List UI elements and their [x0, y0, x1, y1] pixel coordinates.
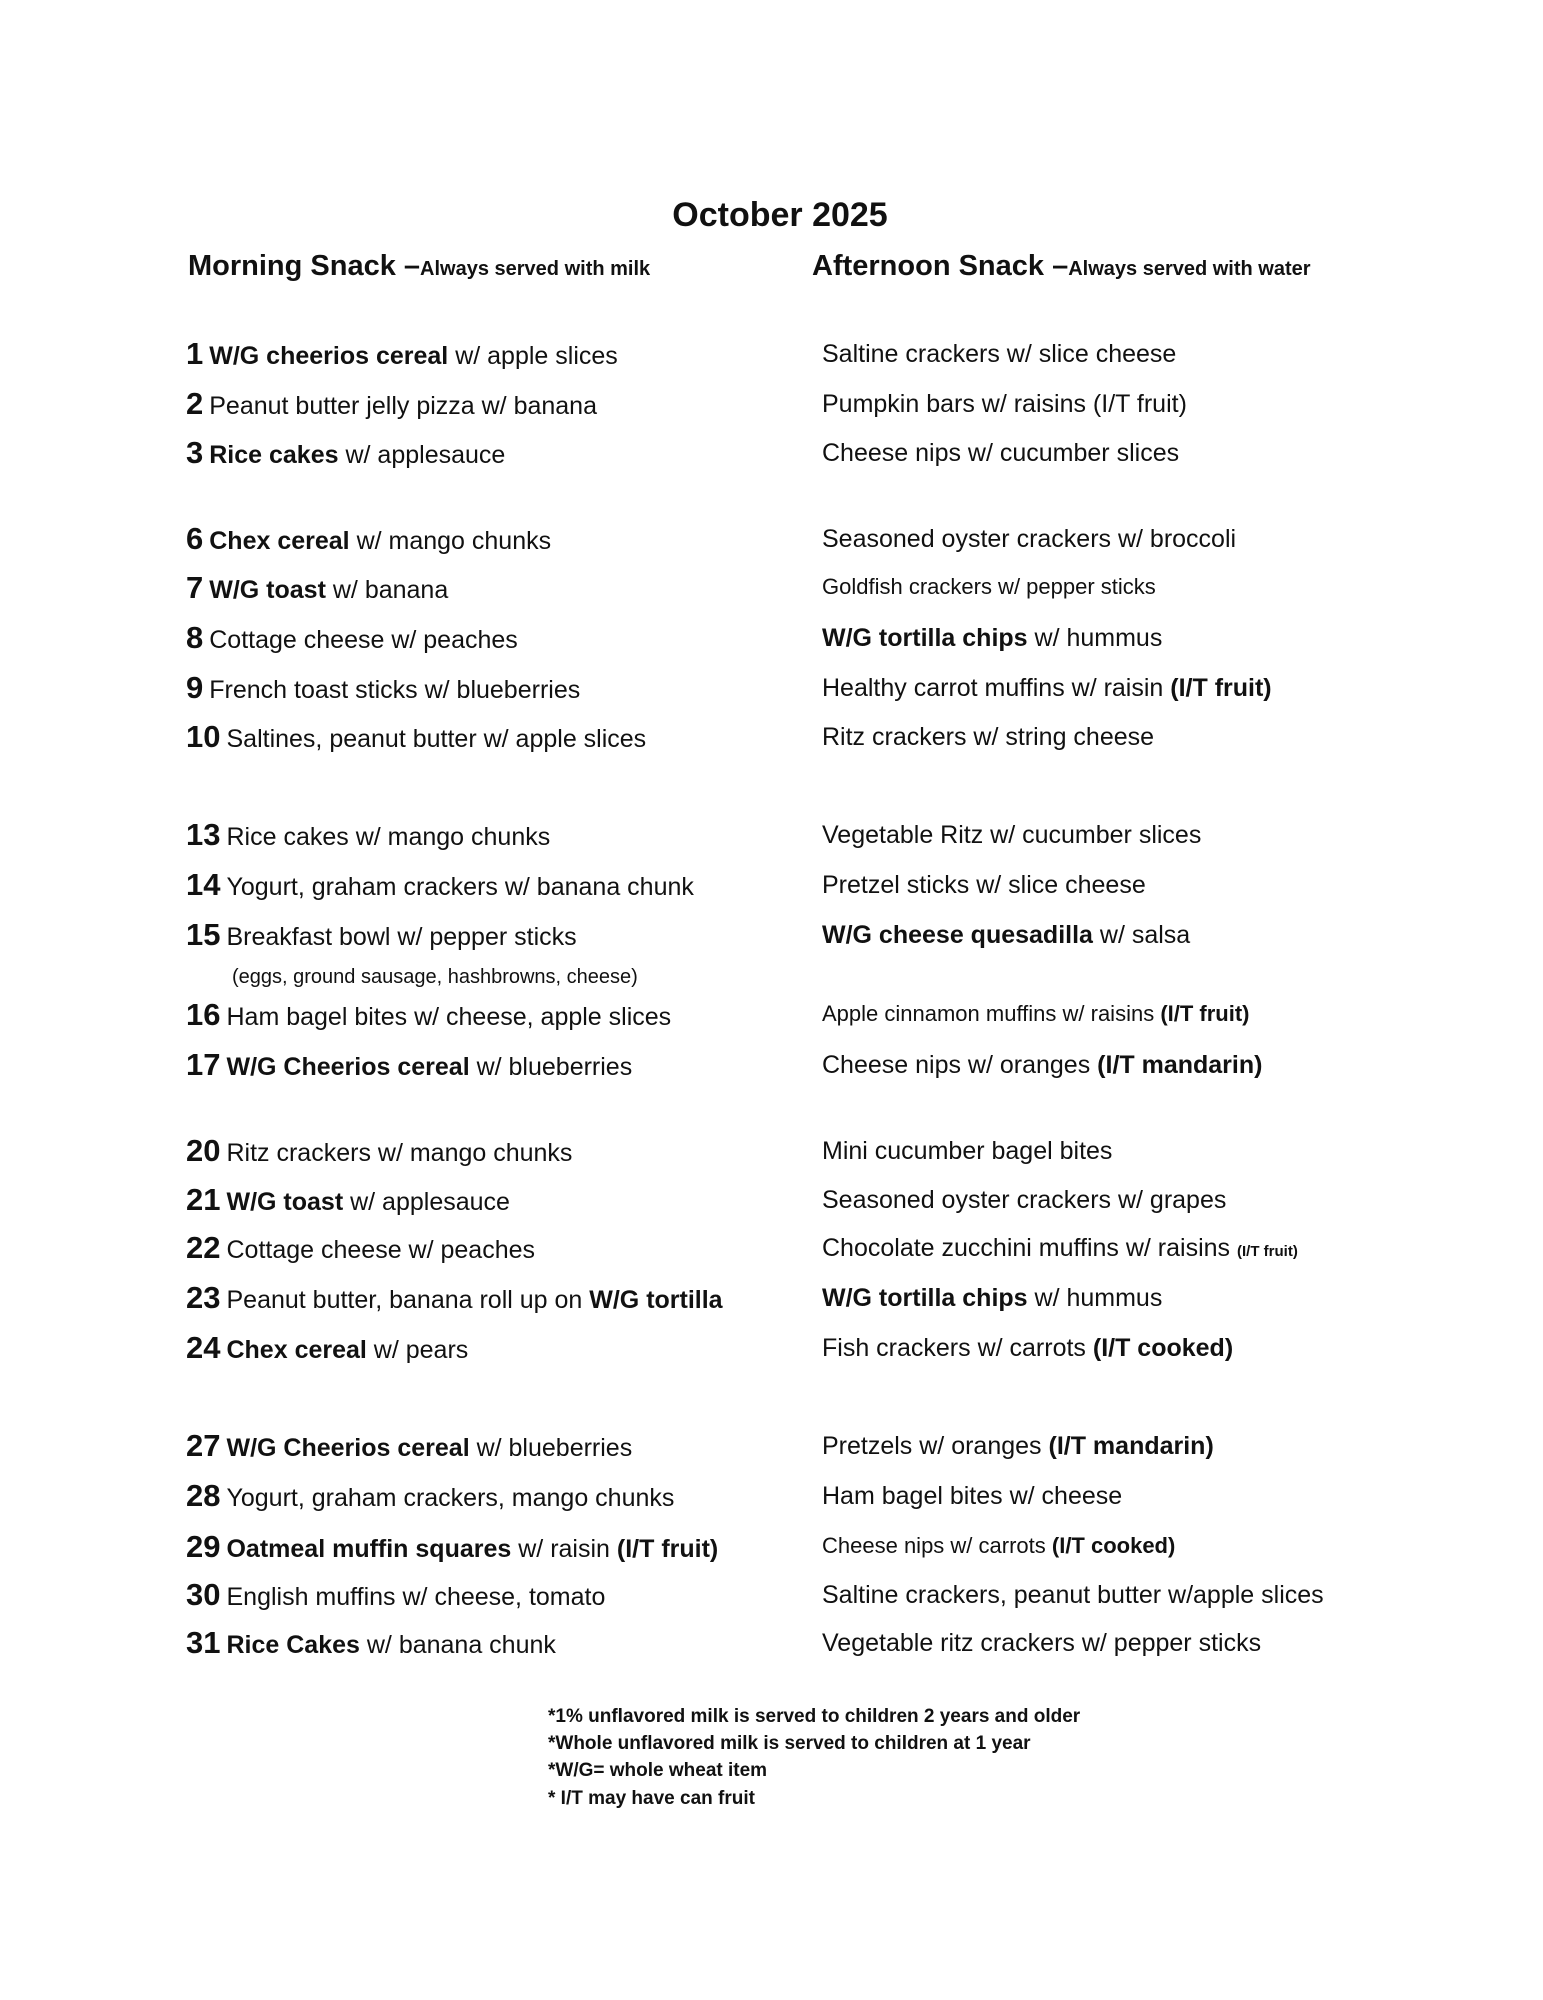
morning-item-note: (eggs, ground sausage, hashbrowns, cheese) [232, 966, 638, 988]
item-text: w/ pears [366, 1336, 469, 1364]
morning-snack-item [186, 1133, 572, 1169]
day-number: 23 [186, 1280, 221, 1315]
day-number: 3 [186, 435, 204, 470]
footnote: *W/G= whole wheat item [548, 1760, 768, 1781]
item-text: Cheese nips w/ carrots [822, 1533, 1052, 1558]
morning-snack-item [186, 670, 580, 706]
item-text: Mini cucumber bagel bites [822, 1137, 1113, 1165]
day-number: 7 [186, 570, 204, 605]
item-text: Breakfast bowl w/ pepper sticks [226, 923, 577, 951]
afternoon-snack-item [822, 390, 1187, 419]
afternoon-header-note: Always served with water [1068, 258, 1311, 280]
footnote: * I/T may have can fruit [548, 1788, 755, 1809]
afternoon-snack-item [822, 871, 1146, 900]
footnote: *1% unflavored milk is served to children 2 years and older [548, 1706, 1081, 1727]
item-text: (I/T mandarin) [1097, 1051, 1263, 1079]
afternoon-snack-item [822, 439, 1179, 468]
afternoon-snack-item [822, 1137, 1112, 1166]
day-number: 28 [186, 1478, 221, 1513]
item-text: Oatmeal muffin squares [226, 1535, 512, 1563]
day-number: 14 [186, 867, 221, 902]
item-text: w/ hummus [1027, 1284, 1163, 1312]
morning-snack-item [186, 1230, 535, 1266]
morning-snack-item [186, 521, 551, 557]
item-text: Healthy carrot muffins w/ raisin [822, 674, 1171, 702]
morning-snack-item [186, 336, 618, 372]
day-number: 16 [186, 997, 221, 1032]
item-text: Saltines, peanut butter w/ apple slices [226, 725, 647, 753]
item-text: Pretzels w/ oranges [822, 1432, 1049, 1460]
morning-snack-item [186, 1478, 674, 1514]
item-text: Ham bagel bites w/ cheese, apple slices [226, 1003, 672, 1031]
day-number: 31 [186, 1625, 221, 1660]
item-text: W/G tortilla chips [822, 624, 1028, 652]
afternoon-snack-item [822, 1334, 1233, 1363]
day-number: 6 [186, 521, 204, 556]
item-text: Rice cakes [209, 441, 339, 469]
afternoon-snack-item [822, 821, 1201, 850]
day-number: 27 [186, 1428, 221, 1463]
afternoon-snack-item [822, 1001, 1250, 1027]
morning-snack-item [186, 719, 646, 755]
day-number: 2 [186, 386, 204, 421]
item-text: w/ salsa [1092, 921, 1191, 949]
morning-snack-item [186, 620, 518, 656]
item-text: (I/T cooked) [1092, 1334, 1234, 1362]
morning-header-note: Always served with milk [420, 258, 651, 280]
item-text: W/G cheese quesadilla [822, 921, 1093, 949]
afternoon-snack-item [822, 340, 1176, 369]
day-number: 21 [186, 1182, 221, 1217]
item-text: Vegetable Ritz w/ cucumber slices [822, 821, 1202, 849]
morning-snack-item [186, 1529, 718, 1565]
item-text: W/G Cheerios cereal [226, 1053, 470, 1081]
item-text: w/ blueberries [469, 1434, 633, 1462]
item-text: (I/T fruit) [1237, 1243, 1298, 1260]
item-text: Chex cereal [209, 527, 350, 555]
afternoon-snack-item [822, 921, 1190, 950]
afternoon-header-label: Afternoon Snack – [812, 250, 1069, 282]
day-number: 10 [186, 719, 221, 754]
item-text: Chex cereal [226, 1336, 367, 1364]
day-number: 1 [186, 336, 204, 371]
morning-snack-item [186, 867, 694, 903]
item-text: (I/T fruit) [1170, 674, 1272, 702]
afternoon-snack-header [812, 250, 1311, 283]
item-text: W/G Cheerios cereal [226, 1434, 470, 1462]
item-text: Ham bagel bites w/ cheese [822, 1482, 1123, 1510]
morning-snack-item [186, 435, 505, 471]
item-text: Fish crackers w/ carrots [822, 1334, 1093, 1362]
item-text: w/ raisin [511, 1535, 617, 1563]
afternoon-snack-item [822, 723, 1154, 752]
item-text: Pumpkin bars w/ raisins (I/T fruit) [822, 390, 1187, 418]
day-number: 24 [186, 1330, 221, 1365]
item-text: w/ banana [325, 576, 449, 604]
item-text: W/G tortilla chips [822, 1284, 1028, 1312]
item-text: French toast sticks w/ blueberries [209, 676, 581, 704]
morning-snack-item [186, 1577, 605, 1613]
item-text: Ritz crackers w/ string cheese [822, 723, 1155, 751]
afternoon-snack-item [822, 1234, 1298, 1263]
morning-snack-item [186, 917, 577, 953]
afternoon-snack-item [822, 1629, 1261, 1658]
item-text: w/ blueberries [469, 1053, 633, 1081]
item-text: w/ mango chunks [349, 527, 552, 555]
morning-snack-item [186, 1330, 468, 1366]
afternoon-snack-item [822, 1581, 1324, 1610]
afternoon-snack-item [822, 1533, 1175, 1559]
day-number: 15 [186, 917, 221, 952]
item-text: W/G tortilla [589, 1286, 723, 1314]
item-text: Saltine crackers w/ slice cheese [822, 340, 1177, 368]
morning-snack-item [186, 1182, 510, 1218]
footnote: *Whole unflavored milk is served to children at 1 year [548, 1733, 1031, 1754]
page-title: October 2025 [672, 196, 888, 234]
morning-snack-item [186, 1625, 556, 1661]
afternoon-snack-item [822, 1482, 1122, 1511]
day-number: 17 [186, 1047, 221, 1082]
day-number: 29 [186, 1529, 221, 1564]
item-text: (I/T fruit) [1160, 1001, 1250, 1026]
item-text: w/ applesauce [338, 441, 506, 469]
morning-snack-item [186, 1047, 632, 1083]
item-text: w/ apple slices [448, 342, 618, 370]
item-text: Ritz crackers w/ mango chunks [226, 1139, 573, 1167]
item-text: Cottage cheese w/ peaches [226, 1236, 536, 1264]
afternoon-snack-item [822, 1284, 1162, 1313]
item-text: Saltine crackers, peanut butter w/apple slices [822, 1581, 1324, 1609]
item-text: Chocolate zucchini muffins w/ raisins [822, 1234, 1237, 1262]
morning-snack-item [186, 817, 550, 853]
morning-snack-item [186, 570, 448, 606]
item-text: Vegetable ritz crackers w/ pepper sticks [822, 1629, 1262, 1657]
day-number: 22 [186, 1230, 221, 1265]
item-text: (I/T fruit) [616, 1535, 719, 1563]
day-number: 20 [186, 1133, 221, 1168]
morning-snack-item [186, 1280, 723, 1316]
morning-snack-item [186, 997, 671, 1033]
item-text: Cheese nips w/ cucumber slices [822, 439, 1180, 467]
afternoon-snack-item [822, 674, 1272, 703]
item-text: (I/T cooked) [1051, 1533, 1176, 1558]
item-text: Seasoned oyster crackers w/ grapes [822, 1186, 1227, 1214]
item-text: Goldfish crackers w/ pepper sticks [822, 574, 1156, 599]
item-text: Pretzel sticks w/ slice cheese [822, 871, 1146, 899]
day-number: 13 [186, 817, 221, 852]
afternoon-snack-item [822, 1186, 1226, 1215]
item-text: Yogurt, graham crackers, mango chunks [226, 1484, 675, 1512]
item-text: Cottage cheese w/ peaches [209, 626, 518, 654]
afternoon-snack-item [822, 525, 1236, 554]
item-text: Peanut butter, banana roll up on [226, 1286, 590, 1314]
item-text: (I/T mandarin) [1048, 1432, 1214, 1460]
item-text: Yogurt, graham crackers w/ banana chunk [226, 873, 694, 901]
item-text: English muffins w/ cheese, tomato [226, 1583, 606, 1611]
item-text: W/G cheerios cereal [209, 342, 449, 370]
item-text: Cheese nips w/ oranges [822, 1051, 1098, 1079]
afternoon-snack-item [822, 624, 1162, 653]
item-text: w/ hummus [1027, 624, 1163, 652]
day-number: 9 [186, 670, 204, 705]
item-text: Apple cinnamon muffins w/ raisins [822, 1001, 1161, 1026]
afternoon-snack-item [822, 574, 1156, 600]
item-text: W/G toast [226, 1188, 344, 1216]
item-text: Rice Cakes [226, 1631, 360, 1659]
item-text: w/ applesauce [343, 1188, 510, 1216]
item-text: Rice cakes w/ mango chunks [226, 823, 551, 851]
morning-snack-header [188, 250, 650, 283]
morning-snack-item [186, 386, 597, 422]
item-text: Seasoned oyster crackers w/ broccoli [822, 525, 1237, 553]
morning-snack-item [186, 1428, 632, 1464]
day-number: 8 [186, 620, 204, 655]
morning-header-label: Morning Snack – [188, 250, 421, 282]
item-text: w/ banana chunk [359, 1631, 556, 1659]
afternoon-snack-item [822, 1051, 1262, 1080]
item-text: W/G toast [209, 576, 326, 604]
afternoon-snack-item [822, 1432, 1214, 1461]
item-text: Peanut butter jelly pizza w/ banana [209, 392, 597, 420]
day-number: 30 [186, 1577, 221, 1612]
